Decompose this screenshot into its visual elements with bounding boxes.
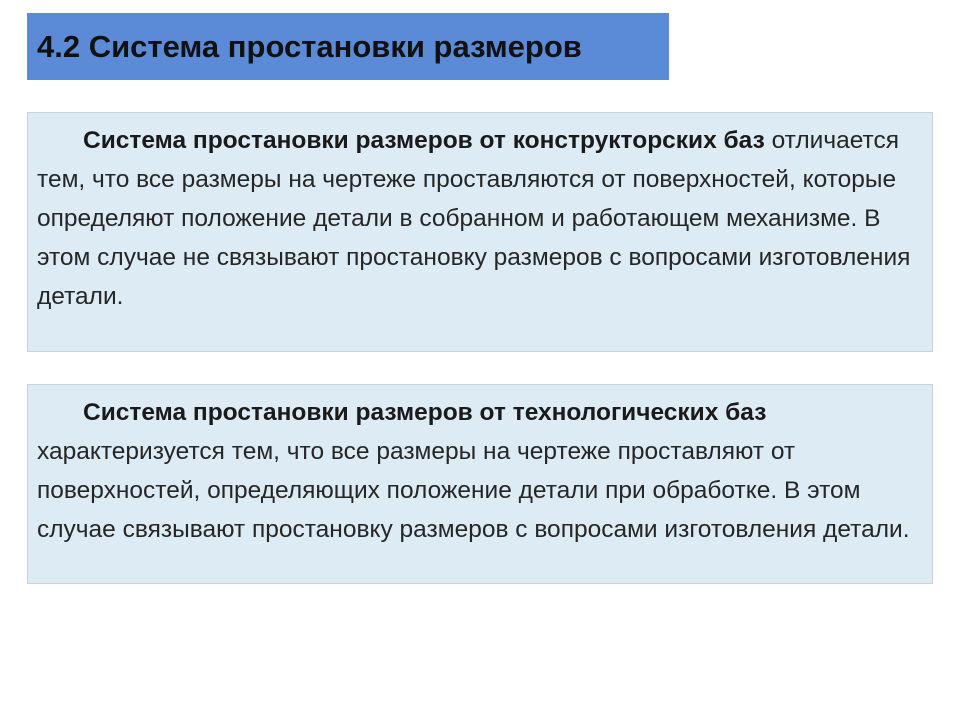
design-bases-text: отличается тем, что все размеры на чертеже проставляются от поверхностей, которые определяют положение детали в собранном и работающем механизме. В этом случае не связывают простановку размеров с вопросами изготовления детали.: [37, 127, 911, 310]
slide-title-bar: [27, 13, 669, 80]
technological-bases-text-box: [27, 384, 933, 584]
design-bases-text-box: [27, 112, 933, 352]
design-bases-lead: Система простановки размеров от конструкторских баз: [83, 127, 765, 154]
technological-bases-lead: Система простановки размеров от технологических баз: [83, 399, 767, 426]
design-bases-paragraph: [37, 121, 924, 316]
slide-title: 4.2 Система простановки размеров: [37, 28, 582, 64]
technological-bases-text: характеризуется тем, что все размеры на чертеже проставляют от поверхностей, определяющих положение детали при обработке. В этом случае связывают простановку размеров с вопросами изготовления детали.: [37, 438, 910, 543]
technological-bases-paragraph: [37, 393, 924, 549]
